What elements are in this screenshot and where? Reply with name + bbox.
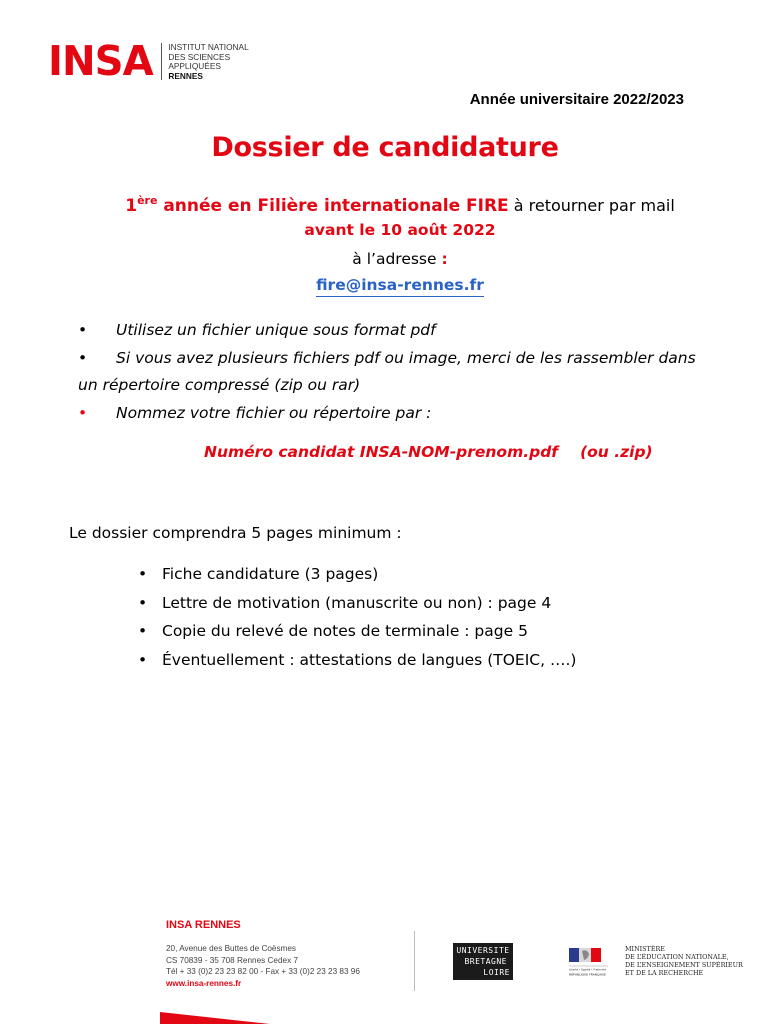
footer-red-wedge bbox=[160, 1012, 270, 1024]
filename-pattern: Numéro candidat INSA-NOM-prenom.pdf bbox=[204, 443, 559, 461]
list-item bbox=[138, 560, 576, 589]
filename-alt-extension: (ou .zip) bbox=[580, 443, 653, 461]
address-colon: : bbox=[441, 250, 448, 268]
bullet-icon: • bbox=[78, 404, 88, 422]
ministry-line: DE L’ENSEIGNEMENT SUPÉRIEUR bbox=[625, 961, 743, 969]
bullet-icon: • bbox=[138, 650, 148, 669]
logo-line: APPLIQUÉES bbox=[168, 61, 221, 72]
ubl-logo-line: UNIVERSITE bbox=[456, 946, 510, 955]
academic-year: Année universitaire 2022/2023 bbox=[469, 91, 684, 108]
footer-address-line: 20, Avenue des Buttes de Coësmes bbox=[166, 944, 297, 953]
bullet-icon: • bbox=[138, 565, 148, 583]
logo-line: INSTITUT NATIONAL bbox=[168, 42, 249, 52]
instruction-item bbox=[78, 400, 738, 427]
return-instruction: à retourner par mail bbox=[508, 196, 675, 215]
logo-institution-text bbox=[168, 43, 248, 81]
list-item bbox=[138, 589, 576, 618]
required-documents-list bbox=[138, 560, 576, 674]
deadline: avant le 10 août 2022 bbox=[304, 221, 496, 239]
program-year-number: 1 bbox=[125, 196, 138, 216]
marianne-caption: Liberté • Égalité • Fraternité bbox=[569, 968, 606, 972]
instruction-item bbox=[78, 317, 738, 344]
bullet-icon: • bbox=[138, 622, 148, 640]
logo-line: RENNES bbox=[168, 70, 203, 81]
instruction-item bbox=[78, 345, 738, 372]
list-item-text: Fiche candidature (3 pages) bbox=[162, 565, 379, 583]
program-title: année en Filière internationale FIRE bbox=[157, 196, 509, 216]
footer-address-line: CS 70839 - 35 708 Rennes Cedex 7 bbox=[166, 956, 298, 965]
file-contents-intro: Le dossier comprendra 5 pages minimum : bbox=[69, 524, 402, 542]
ministry-line: DE L’ÉDUCATION NATIONALE, bbox=[625, 953, 729, 961]
flag-red-band bbox=[591, 948, 601, 962]
footer-institution-name: INSA RENNES bbox=[166, 919, 241, 931]
bullet-icon: • bbox=[78, 321, 88, 339]
list-item bbox=[138, 617, 576, 646]
ministry-text bbox=[625, 945, 743, 977]
ubl-logo bbox=[453, 943, 513, 980]
flag-blue-band bbox=[569, 948, 579, 962]
bullet-icon: • bbox=[78, 349, 88, 367]
list-item-text: Lettre de motivation (manuscrite ou non) : page 4 bbox=[162, 593, 552, 612]
instruction-text: un répertoire compressé (zip ou rar) bbox=[78, 376, 361, 394]
footer-divider bbox=[414, 931, 415, 991]
ubl-logo-line: BRETAGNE bbox=[464, 957, 507, 966]
address-label-text: à l’adresse bbox=[352, 250, 442, 268]
insa-logo bbox=[48, 37, 249, 85]
footer bbox=[0, 915, 770, 1024]
address-label bbox=[0, 250, 770, 268]
footer-website-link[interactable]: www.insa-rennes.fr bbox=[166, 979, 242, 988]
list-item-text: Copie du relevé de notes de terminale : page 5 bbox=[162, 622, 528, 640]
instruction-text: Si vous avez plusieurs fichiers pdf ou image, merci de les rassembler dans bbox=[116, 349, 696, 367]
program-line bbox=[0, 194, 770, 216]
list-item bbox=[138, 646, 576, 675]
logo-separator bbox=[161, 43, 163, 80]
logo-line: DES SCIENCES bbox=[168, 51, 231, 62]
marianne-logo bbox=[568, 946, 618, 978]
marianne-caption-republic: RÉPUBLIQUE FRANÇAISE bbox=[569, 972, 606, 977]
program-name bbox=[125, 196, 508, 216]
page-title: Dossier de candidature bbox=[211, 132, 559, 163]
footer-contact-line: Tél + 33 (0)2 23 23 82 00 - Fax + 33 (0)2 23 23 83 96 bbox=[166, 967, 360, 976]
bullet-icon: • bbox=[138, 593, 148, 612]
program-year-suffix: ère bbox=[137, 194, 158, 207]
list-item-text: Éventuellement : attestations de langues (TOEIC, ….) bbox=[162, 650, 577, 669]
ministry-line: ET DE LA RECHERCHE bbox=[625, 969, 704, 977]
ubl-logo-line: LOIRE bbox=[483, 968, 510, 977]
email-link[interactable]: fire@insa-rennes.fr bbox=[316, 276, 484, 297]
instruction-text: Utilisez un fichier unique sous format pdf bbox=[116, 321, 436, 339]
instruction-item bbox=[78, 372, 738, 399]
logo-wordmark: INSA bbox=[48, 37, 153, 85]
instruction-text: Nommez votre fichier ou répertoire par : bbox=[116, 404, 432, 422]
email-row bbox=[0, 276, 770, 295]
filename-format bbox=[204, 443, 653, 461]
ministry-line: MINISTÈRE bbox=[625, 945, 665, 953]
